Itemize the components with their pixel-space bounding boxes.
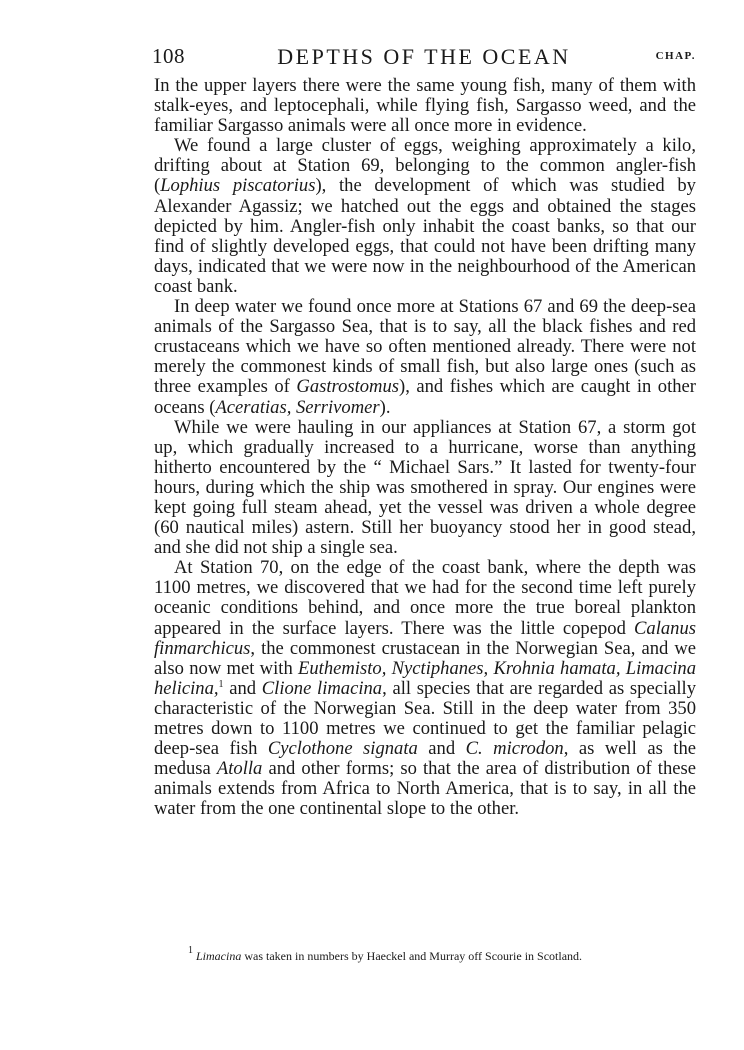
footnote-reference[interactable]: 1	[218, 678, 224, 690]
running-title: DEPTHS OF THE OCEAN	[277, 44, 571, 69]
species-name: Atolla	[216, 758, 263, 780]
body-text	[154, 76, 696, 819]
text-run: ), and fishes which are caught in other oceans (	[154, 376, 696, 418]
footnote-mark: 1	[188, 945, 193, 956]
species-name: Cyclothone signata	[267, 738, 418, 760]
text-run: and other forms; so that the area of distribution of these animals extends from Africa to North America, that is to say, in all the water from the one continental slope to the other.	[154, 758, 697, 820]
text-run: , as well as the medusa	[154, 738, 696, 780]
species-name: Clione limacina	[261, 677, 383, 699]
footnote-species: Limacina	[196, 949, 242, 963]
chapter-label: CHAP.	[655, 50, 696, 62]
footnote	[154, 945, 696, 963]
species-name: C. microdon	[465, 738, 564, 760]
species-name: Euthemisto, Nyctiphanes, Krohnia hamata, Limacina helicina,	[154, 657, 696, 699]
text-run: ), the development of which was studied by Alexander Agassiz; we hatched out the eggs and obtained the stages depicted by him. Angler-fish only inhabit the coast banks, so that our find of slightly developed eggs, that could not have been drifting many days, indicated that we were now in the neighbourhood of the American coast bank.	[154, 175, 696, 297]
text-run: and	[417, 738, 466, 760]
species-name: Aceratias, Serrivomer	[215, 396, 380, 418]
species-name: Lophius piscatorius	[160, 175, 316, 197]
paragraph-5	[154, 558, 696, 819]
paragraph-4: While we were hauling in our appliances at Station 67, a storm got up, which gradually increased to a hurricane, worse than anything hitherto encountered by the “ Michael Sars.” It lasted for twenty-four hours, during which the ship was smothered in spray. Our engines were kept going full steam ahead, yet the vessel was driven a whole degree (60 nautical miles) astern. Still her buoyancy stood her in good stead, and she did not ship a single sea.	[154, 416, 696, 559]
species-name: Gastrostomus	[296, 376, 400, 398]
text-run: We found a large cluster of eggs, weighing approximately a kilo, drifting about at Station 69, belonging to the common angler-fish (	[154, 135, 696, 197]
text-run: ).	[379, 396, 391, 418]
running-header	[152, 44, 696, 72]
paragraph-2	[154, 136, 696, 297]
page-number: 108	[152, 44, 185, 68]
footnote-text: was taken in numbers by Haeckel and Murray off Scourie in Scotland.	[241, 949, 583, 963]
paragraph-1: In the upper layers there were the same young fish, many of them with stalk-eyes, and leptocephali, while flying fish, Sargasso weed, and the familiar Sargasso animals were all once more in evidence.	[154, 75, 696, 137]
text-run: and	[223, 677, 262, 699]
text-run: , the commonest crustacean in the Norwegian Sea, and we also now met with	[154, 637, 696, 679]
text-run: At Station 70, on the edge of the coast bank, where the depth was 1100 metres, we discovered that we had for the second time left purely oceanic conditions behind, and once more the true boreal plankton appeared in the surface layers. There was the little copepod	[154, 557, 696, 639]
text-run: In deep water we found once more at Stations 67 and 69 the deep-sea animals of the Sargasso Sea, that is to say, all the black fishes and red crustaceans which we have so often mentioned already. There were not merely the commonest kinds of small fish, but also large ones (such as three examples of	[154, 296, 696, 398]
species-name: Calanus finmarchicus	[154, 617, 696, 659]
text-run: , all species that are regarded as specially characteristic of the Norwegian Sea. Still in the deep water from 350 metres down to 1100 metres we continued to get the familiar pelagic deep-sea fish	[154, 677, 696, 760]
paragraph-3	[154, 297, 696, 418]
